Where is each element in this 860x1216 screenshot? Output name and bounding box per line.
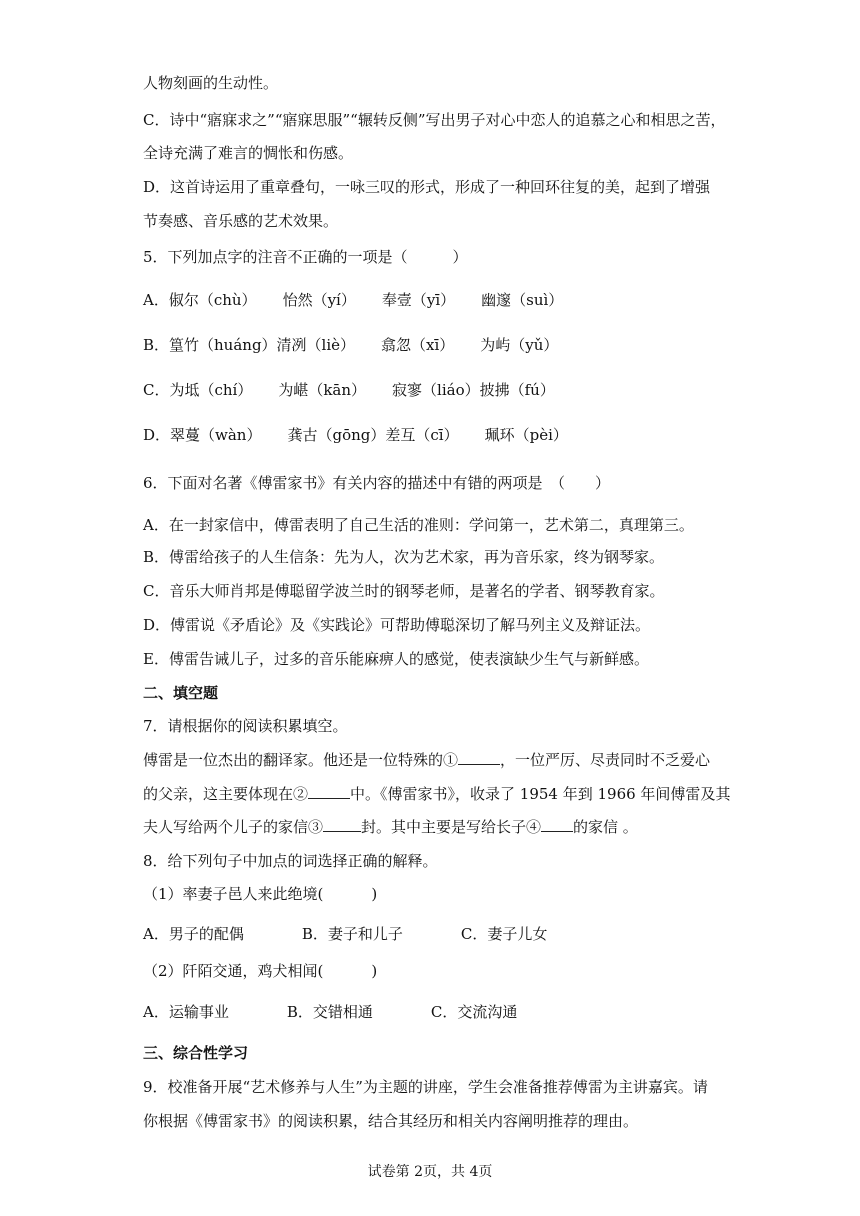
q8-option: B．交错相通	[286, 1003, 373, 1021]
q8-option: C．妻子儿女	[460, 925, 548, 943]
page-footer: 试卷第 2页，共 4页	[367, 1164, 493, 1180]
blank-1[interactable]	[458, 750, 500, 765]
q7-text: ，一位严厉、尽责同时不乏爱心	[500, 751, 711, 769]
q7-text-line	[143, 784, 730, 804]
q6-option-a: A．在一封家信中，傅雷表明了自己生活的准则：学问第一，艺术第二，真理第三。	[143, 516, 694, 534]
q5-option-d-part: 珮环（pèi）	[484, 426, 568, 444]
blank-3[interactable]	[323, 817, 361, 832]
q5-option-a-part: A．俶尔（chù）	[143, 291, 257, 309]
text-line: C．诗中“寤寐求之”“寤寐思服”“辗转反侧”写出男子对心中恋人的追慕之心和相思之苦，	[143, 111, 726, 129]
q5-option-b-part: 翕忽（xī）	[381, 336, 455, 354]
q5-option-b	[143, 335, 584, 355]
q8-sentence-2	[143, 961, 377, 981]
q5-option-c-part: 寂寥（liáo）披拂（fú）	[392, 381, 555, 399]
q5-option-c-part: 为嵁（kān）	[278, 381, 367, 399]
q7-text: 的家信 。	[573, 818, 638, 836]
q6-option-c: C．音乐大师肖邦是傅聪留学波兰时的钢琴老师，是著名的学者、钢琴教育家。	[143, 582, 665, 600]
text-line: 全诗充满了难言的惆怅和伤感。	[143, 144, 354, 162]
question-7: 7．请根据你的阅读积累填空。	[143, 717, 348, 735]
question-9-cont: 你根据《傅雷家书》的阅读积累，结合其经历和相关内容阐明推荐的理由。	[143, 1112, 639, 1130]
q7-text: 封。其中主要是写给长子④	[361, 818, 542, 836]
q8-sentence-text: （1）率妻子邑人来此绝境(	[143, 885, 324, 903]
q5-option-d-part: 龚古（gōng）差互（cī）	[287, 426, 459, 444]
section-heading-comprehensive: 三、综合性学习	[143, 1044, 249, 1062]
question-5: 5．下列加点字的注音不正确的一项是（ ）	[143, 248, 468, 266]
q7-text: 夫人写给两个儿子的家信③	[143, 818, 324, 836]
q8-option: A．运输事业	[143, 1003, 229, 1021]
q8-option: C．交流沟通	[430, 1003, 518, 1021]
q7-text-line	[143, 750, 710, 770]
q5-option-a-part: 幽邃（suì）	[481, 291, 564, 309]
q5-option-b-part: 为屿（yǔ）	[480, 336, 559, 354]
q5-option-b-part: B．篁竹（huáng）清冽（liè）	[143, 336, 356, 354]
question-8: 8．给下列句子中加点的词选择正确的解释。	[143, 852, 438, 870]
q5-option-a	[143, 290, 589, 310]
q5-option-a-part: 怡然（yí）	[282, 291, 356, 309]
blank-4[interactable]	[541, 817, 573, 832]
q7-text: 中。《傅雷家书》，收录了 1954 年到 1966 年间傅雷及其	[350, 785, 731, 803]
q5-option-a-part: 奉壹（yī）	[381, 291, 456, 309]
question-6: 6．下面对名著《傅雷家书》有关内容的描述中有错的两项是 （ ）	[143, 474, 611, 492]
q8-sentence-1	[143, 884, 377, 904]
q6-option-d: D．傅雷说《矛盾论》及《实践论》可帮助傅聪深切了解马列主义及辩证法。	[143, 616, 651, 634]
question-9: 9．校准备开展“艺术修养与人生”为主题的讲座，学生会准备推荐傅雷为主讲嘉宾。请	[143, 1078, 708, 1096]
q5-option-c-part: C．为坻（chí）	[143, 381, 253, 399]
q8-sentence-text: （2）阡陌交通，鸡犬相闻(	[143, 962, 324, 980]
q7-text: 的父亲，这主要体现在②	[143, 785, 309, 803]
q8-options-1	[143, 924, 573, 944]
close-paren: )	[371, 885, 378, 903]
q8-option: A．男子的配偶	[143, 925, 244, 943]
blank-2[interactable]	[308, 784, 350, 799]
q5-option-c	[143, 380, 581, 400]
text-line: 节奏感、音乐感的艺术效果。	[143, 212, 339, 230]
q5-option-d-part: D．翠蔓（wàn）	[143, 426, 262, 444]
q5-option-d	[143, 425, 594, 445]
q8-options-2	[143, 1002, 543, 1022]
q6-option-e: E．傅雷告诫儿子，过多的音乐能麻痹人的感觉，使表演缺少生气与新鲜感。	[143, 650, 649, 668]
close-paren: )	[371, 962, 378, 980]
q6-option-b: B．傅雷给孩子的人生信条：先为人，次为艺术家，再为音乐家，终为钢琴家。	[143, 548, 665, 566]
q7-text-line	[143, 817, 638, 837]
text-line: 人物刻画的生动性。	[143, 74, 279, 92]
q7-text: 傅雷是一位杰出的翻译家。他还是一位特殊的①	[143, 751, 459, 769]
text-line: D．这首诗运用了重章叠句，一咏三叹的形式，形成了一种回环往复的美，起到了增强	[143, 178, 711, 196]
section-heading-fill-blank: 二、填空题	[143, 684, 219, 702]
q8-option: B．妻子和儿子	[301, 925, 403, 943]
